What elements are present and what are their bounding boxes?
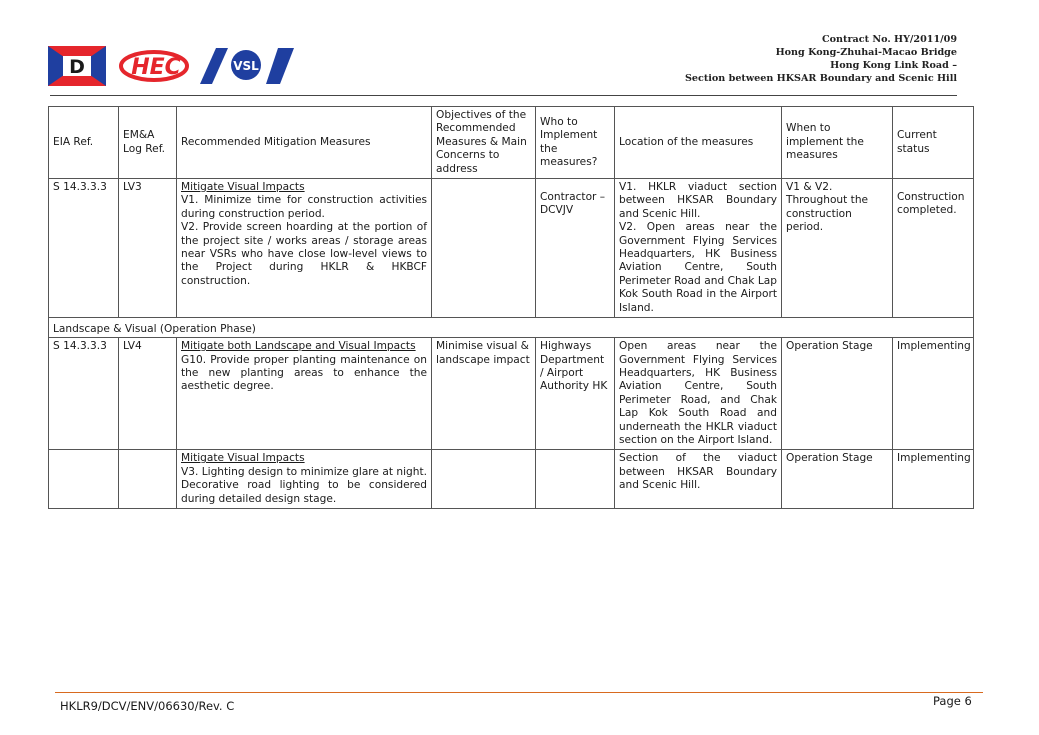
project-section: Section between HKSAR Boundary and Scenic Hill — [684, 73, 957, 84]
measures-cell — [177, 179, 432, 318]
status-cell: Construction completed. — [893, 179, 974, 318]
objectives-cell: Minimise visual & landscape impact — [432, 338, 536, 450]
hec-logo — [116, 48, 192, 84]
d-logo — [48, 46, 106, 86]
table-header-row — [49, 107, 974, 179]
footer-rule — [55, 692, 983, 693]
when-label: V1 & V2. — [786, 181, 833, 194]
header-status: Current status — [893, 107, 974, 179]
header-eia-ref: EIA Ref. — [49, 107, 119, 179]
measure-v2: V2. Provide screen hoarding at the portion of the project site / works areas / storage areas near VSRs who have close low-level views to the Project during HKLR & HKBCF construction. — [181, 221, 427, 287]
footer-document-ref: HKLR9/DCV/ENV/06630/Rev. C — [60, 699, 235, 713]
header-objectives: Objectives of the Recommended Measures & Main Concerns to address — [432, 107, 536, 179]
location-cell: Open areas near the Government Flying Services Headquarters, HK Business Aviation Centre, South Perimeter Road, and Chak Lap Kok South Road and underneath the HKLR viaduct section on the Airport Island. — [615, 338, 782, 450]
measure-title: Mitigate Visual Impacts — [181, 452, 305, 465]
project-name: Hong Kong-Zhuhai-Macao Bridge — [775, 47, 957, 58]
location-cell: Section of the viaduct between HKSAR Boundary and Scenic Hill. — [615, 450, 782, 509]
eia-ref-cell — [49, 450, 119, 509]
ema-ref-cell: LV3 — [119, 179, 177, 318]
measure-v1: V1. Minimize time for construction activities during construction period. — [181, 194, 427, 220]
when-cell: Operation Stage — [782, 338, 893, 450]
measure-v3: V3. Lighting design to minimize glare at night. Decorative road lighting to be considered during detailed design stage. — [181, 465, 427, 505]
objectives-cell — [432, 179, 536, 318]
header-when: When to implement the measures — [782, 107, 893, 179]
ema-ref-cell — [119, 450, 177, 509]
contract-number: Contract No. HY/2011/09 — [822, 34, 957, 45]
when-cell: Operation Stage — [782, 450, 893, 509]
table-row — [49, 338, 974, 450]
when-cell — [782, 179, 893, 318]
header-project-info — [685, 33, 957, 85]
measure-title: Mitigate both Landscape and Visual Impacts — [181, 340, 416, 353]
header-location: Location of the measures — [615, 107, 782, 179]
project-subname: Hong Kong Link Road – — [830, 60, 957, 71]
vsl-logo-text: VSL — [233, 59, 259, 73]
mitigation-table — [48, 106, 974, 509]
measures-cell — [177, 450, 432, 509]
location-v1: V1. HKLR viaduct section between HKSAR Boundary and Scenic Hill. — [619, 181, 777, 220]
header-rule — [50, 95, 957, 96]
table-row — [49, 450, 974, 509]
measure-g10: G10. Provide proper planting maintenance on the new planting areas to enhance the aesthetic degree. — [181, 353, 427, 393]
header-ema-log-ref: EM&A Log Ref. — [119, 107, 177, 179]
phase-row — [49, 318, 974, 338]
measures-cell — [177, 338, 432, 450]
d-logo-letter: D — [69, 56, 85, 78]
who-cell: Contractor – DCVJV — [536, 179, 615, 318]
who-cell — [536, 450, 615, 509]
location-cell — [615, 179, 782, 318]
location-v2: V2. Open areas near the Government Flying Services Headquarters, HK Business Aviation Centre, South Perimeter Road and Chak Lap Kok South Road in the Airport Island. — [619, 221, 777, 314]
eia-ref-cell: S 14.3.3.3 — [49, 179, 119, 318]
objectives-cell — [432, 450, 536, 509]
header-who: Who to Implement the measures? — [536, 107, 615, 179]
table-row — [49, 179, 974, 318]
status-cell: Implementing — [893, 450, 974, 509]
hec-logo-text: HEC — [131, 55, 181, 80]
phase-label: Landscape & Visual (Operation Phase) — [49, 318, 974, 338]
who-cell: Highways Department / Airport Authority HK — [536, 338, 615, 450]
measure-title: Mitigate Visual Impacts — [181, 181, 305, 194]
vsl-logo — [200, 48, 296, 84]
eia-ref-cell: S 14.3.3.3 — [49, 338, 119, 450]
header-measures: Recommended Mitigation Measures — [177, 107, 432, 179]
when-text: Throughout the construction period. — [786, 194, 869, 234]
status-cell: Implementing — [893, 338, 974, 450]
ema-ref-cell: LV4 — [119, 338, 177, 450]
footer-page-number: Page 6 — [933, 694, 972, 708]
